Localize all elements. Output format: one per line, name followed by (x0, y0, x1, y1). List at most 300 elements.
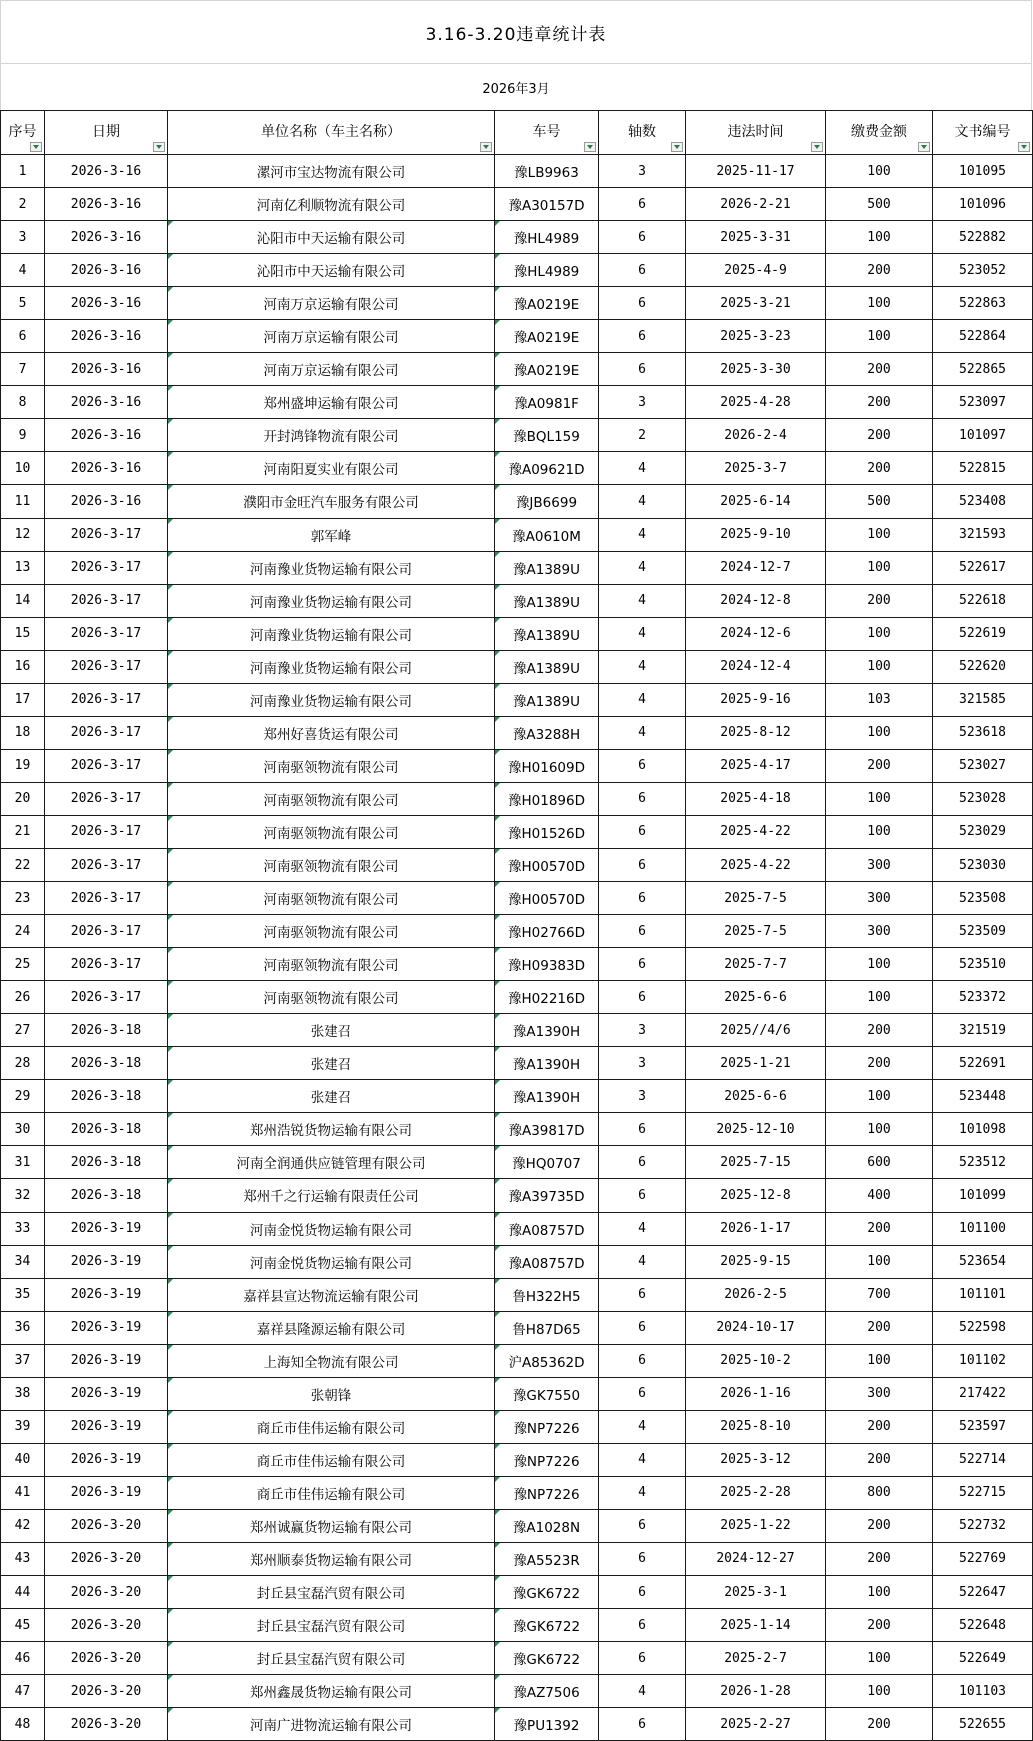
cell-date[interactable]: 2026-3-19 (45, 1443, 168, 1476)
cell-amount[interactable]: 100 (826, 1344, 933, 1377)
cell-company[interactable]: 河南豫业货物运输有限公司 (168, 683, 495, 716)
cell-amount[interactable]: 700 (826, 1278, 933, 1311)
cell-plate[interactable]: 豫A30157D (495, 188, 599, 221)
cell-violation-time[interactable]: 2025-9-16 (686, 683, 826, 716)
cell-axles[interactable]: 6 (599, 1642, 686, 1675)
cell-axles[interactable]: 4 (599, 1245, 686, 1278)
cell-amount[interactable]: 100 (826, 287, 933, 320)
cell-amount[interactable]: 100 (826, 981, 933, 1014)
cell-company[interactable]: 封丘县宝磊汽贸有限公司 (168, 1609, 495, 1642)
cell-violation-time[interactable]: 2025-1-14 (686, 1609, 826, 1642)
cell-doc-no[interactable]: 101101 (933, 1278, 1033, 1311)
cell-amount[interactable]: 200 (826, 1509, 933, 1542)
cell-doc-no[interactable]: 101095 (933, 155, 1033, 188)
cell-company[interactable]: 沁阳市中天运输有限公司 (168, 221, 495, 254)
cell-seq[interactable]: 23 (1, 882, 45, 915)
cell-seq[interactable]: 4 (1, 254, 45, 287)
cell-violation-time[interactable]: 2025-3-21 (686, 287, 826, 320)
cell-plate[interactable]: 豫AZ7506 (495, 1675, 599, 1708)
cell-doc-no[interactable]: 523027 (933, 749, 1033, 782)
cell-date[interactable]: 2026-3-17 (45, 584, 168, 617)
cell-amount[interactable]: 100 (826, 617, 933, 650)
cell-amount[interactable]: 200 (826, 1212, 933, 1245)
cell-axles[interactable]: 4 (599, 617, 686, 650)
cell-company[interactable]: 河南驱领物流有限公司 (168, 915, 495, 948)
filter-dropdown-icon[interactable] (584, 142, 596, 152)
cell-violation-time[interactable]: 2025-12-8 (686, 1179, 826, 1212)
header-seq[interactable]: 序号 (1, 111, 45, 155)
cell-company[interactable]: 河南金悦货物运输有限公司 (168, 1212, 495, 1245)
cell-violation-time[interactable]: 2025-7-5 (686, 915, 826, 948)
cell-plate[interactable]: 豫A0219E (495, 353, 599, 386)
cell-axles[interactable]: 6 (599, 815, 686, 848)
cell-axles[interactable]: 6 (599, 1576, 686, 1609)
cell-seq[interactable]: 41 (1, 1476, 45, 1509)
cell-doc-no[interactable]: 522620 (933, 650, 1033, 683)
cell-seq[interactable]: 29 (1, 1080, 45, 1113)
cell-date[interactable]: 2026-3-17 (45, 683, 168, 716)
cell-axles[interactable]: 4 (599, 485, 686, 518)
cell-amount[interactable]: 200 (826, 254, 933, 287)
cell-plate[interactable]: 豫H00570D (495, 848, 599, 881)
cell-date[interactable]: 2026-3-17 (45, 782, 168, 815)
cell-plate[interactable]: 豫H01526D (495, 815, 599, 848)
cell-violation-time[interactable]: 2025-9-10 (686, 518, 826, 551)
cell-plate[interactable]: 豫PU1392 (495, 1708, 599, 1741)
cell-date[interactable]: 2026-3-17 (45, 882, 168, 915)
cell-seq[interactable]: 1 (1, 155, 45, 188)
cell-violation-time[interactable]: 2025-1-21 (686, 1047, 826, 1080)
cell-doc-no[interactable]: 101096 (933, 188, 1033, 221)
cell-violation-time[interactable]: 2025-6-6 (686, 1080, 826, 1113)
filter-dropdown-icon[interactable] (1018, 142, 1030, 152)
cell-violation-time[interactable]: 2025-7-7 (686, 948, 826, 981)
cell-company[interactable]: 嘉祥县隆源运输有限公司 (168, 1311, 495, 1344)
cell-plate[interactable]: 豫HQ0707 (495, 1146, 599, 1179)
cell-doc-no[interactable]: 101102 (933, 1344, 1033, 1377)
cell-doc-no[interactable]: 522864 (933, 320, 1033, 353)
cell-date[interactable]: 2026-3-17 (45, 815, 168, 848)
cell-seq[interactable]: 22 (1, 848, 45, 881)
cell-date[interactable]: 2026-3-16 (45, 254, 168, 287)
cell-seq[interactable]: 31 (1, 1146, 45, 1179)
cell-plate[interactable]: 豫GK6722 (495, 1576, 599, 1609)
cell-plate[interactable]: 豫A0610M (495, 518, 599, 551)
cell-seq[interactable]: 10 (1, 452, 45, 485)
header-plate[interactable]: 车号 (495, 111, 599, 155)
cell-date[interactable]: 2026-3-16 (45, 452, 168, 485)
cell-company[interactable]: 河南驱领物流有限公司 (168, 948, 495, 981)
cell-plate[interactable]: 豫A1389U (495, 617, 599, 650)
cell-amount[interactable]: 100 (826, 1576, 933, 1609)
cell-seq[interactable]: 25 (1, 948, 45, 981)
cell-date[interactable]: 2026-3-16 (45, 287, 168, 320)
cell-amount[interactable]: 200 (826, 1542, 933, 1575)
cell-doc-no[interactable]: 522863 (933, 287, 1033, 320)
cell-company[interactable]: 郑州浩锐货物运输有限公司 (168, 1113, 495, 1146)
cell-axles[interactable]: 6 (599, 981, 686, 1014)
cell-seq[interactable]: 19 (1, 749, 45, 782)
cell-plate[interactable]: 豫BQL159 (495, 419, 599, 452)
cell-axles[interactable]: 3 (599, 155, 686, 188)
cell-plate[interactable]: 豫A5523R (495, 1542, 599, 1575)
cell-plate[interactable]: 豫GK6722 (495, 1609, 599, 1642)
cell-plate[interactable]: 豫A0981F (495, 386, 599, 419)
filter-dropdown-icon[interactable] (918, 142, 930, 152)
cell-violation-time[interactable]: 2025-12-10 (686, 1113, 826, 1146)
cell-seq[interactable]: 21 (1, 815, 45, 848)
cell-violation-time[interactable]: 2025-3-30 (686, 353, 826, 386)
cell-amount[interactable]: 100 (826, 1675, 933, 1708)
cell-axles[interactable]: 4 (599, 683, 686, 716)
cell-violation-time[interactable]: 2024-12-8 (686, 584, 826, 617)
cell-date[interactable]: 2026-3-20 (45, 1509, 168, 1542)
cell-date[interactable]: 2026-3-17 (45, 915, 168, 948)
cell-seq[interactable]: 48 (1, 1708, 45, 1741)
cell-date[interactable]: 2026-3-20 (45, 1576, 168, 1609)
cell-company[interactable]: 郭军峰 (168, 518, 495, 551)
cell-axles[interactable]: 4 (599, 650, 686, 683)
cell-date[interactable]: 2026-3-20 (45, 1609, 168, 1642)
cell-seq[interactable]: 33 (1, 1212, 45, 1245)
cell-axles[interactable]: 6 (599, 254, 686, 287)
cell-date[interactable]: 2026-3-17 (45, 848, 168, 881)
sheet-subtitle-cell[interactable] (0, 63, 1032, 110)
cell-doc-no[interactable]: 522619 (933, 617, 1033, 650)
cell-plate[interactable]: 豫GK6722 (495, 1642, 599, 1675)
cell-axles[interactable]: 6 (599, 221, 686, 254)
cell-amount[interactable]: 200 (826, 1014, 933, 1047)
cell-seq[interactable]: 47 (1, 1675, 45, 1708)
cell-amount[interactable]: 200 (826, 353, 933, 386)
cell-violation-time[interactable]: 2025-8-12 (686, 716, 826, 749)
cell-plate[interactable]: 豫A0219E (495, 320, 599, 353)
cell-date[interactable]: 2026-3-20 (45, 1542, 168, 1575)
cell-doc-no[interactable]: 523097 (933, 386, 1033, 419)
cell-seq[interactable]: 34 (1, 1245, 45, 1278)
cell-doc-no[interactable]: 101097 (933, 419, 1033, 452)
cell-violation-time[interactable]: 2025-7-15 (686, 1146, 826, 1179)
cell-amount[interactable]: 103 (826, 683, 933, 716)
cell-amount[interactable]: 100 (826, 815, 933, 848)
cell-axles[interactable]: 6 (599, 320, 686, 353)
cell-violation-time[interactable]: 2025-6-14 (686, 485, 826, 518)
cell-date[interactable]: 2026-3-16 (45, 155, 168, 188)
cell-doc-no[interactable]: 523052 (933, 254, 1033, 287)
cell-violation-time[interactable]: 2025-4-22 (686, 815, 826, 848)
cell-plate[interactable]: 豫A39735D (495, 1179, 599, 1212)
cell-amount[interactable]: 100 (826, 716, 933, 749)
cell-company[interactable]: 商丘市佳伟运输有限公司 (168, 1443, 495, 1476)
cell-doc-no[interactable]: 523509 (933, 915, 1033, 948)
cell-seq[interactable]: 24 (1, 915, 45, 948)
cell-doc-no[interactable]: 321593 (933, 518, 1033, 551)
cell-seq[interactable]: 38 (1, 1377, 45, 1410)
cell-doc-no[interactable]: 523654 (933, 1245, 1033, 1278)
cell-date[interactable]: 2026-3-20 (45, 1708, 168, 1741)
cell-seq[interactable]: 37 (1, 1344, 45, 1377)
cell-company[interactable]: 河南豫业货物运输有限公司 (168, 617, 495, 650)
cell-company[interactable]: 河南驱领物流有限公司 (168, 981, 495, 1014)
cell-seq[interactable]: 32 (1, 1179, 45, 1212)
cell-violation-time[interactable]: 2026-1-16 (686, 1377, 826, 1410)
cell-date[interactable]: 2026-3-20 (45, 1675, 168, 1708)
cell-axles[interactable]: 6 (599, 353, 686, 386)
cell-axles[interactable]: 6 (599, 1113, 686, 1146)
cell-plate[interactable]: 豫H01896D (495, 782, 599, 815)
cell-company[interactable]: 河南豫业货物运输有限公司 (168, 551, 495, 584)
cell-violation-time[interactable]: 2024-10-17 (686, 1311, 826, 1344)
cell-amount[interactable]: 200 (826, 452, 933, 485)
cell-seq[interactable]: 43 (1, 1542, 45, 1575)
cell-seq[interactable]: 6 (1, 320, 45, 353)
cell-plate[interactable]: 鲁H322H5 (495, 1278, 599, 1311)
cell-doc-no[interactable]: 522598 (933, 1311, 1033, 1344)
cell-doc-no[interactable]: 101098 (933, 1113, 1033, 1146)
filter-dropdown-icon[interactable] (811, 142, 823, 152)
cell-plate[interactable]: 豫H02216D (495, 981, 599, 1014)
cell-date[interactable]: 2026-3-19 (45, 1344, 168, 1377)
cell-date[interactable]: 2026-3-18 (45, 1080, 168, 1113)
cell-seq[interactable]: 11 (1, 485, 45, 518)
cell-seq[interactable]: 18 (1, 716, 45, 749)
cell-company[interactable]: 河南驱领物流有限公司 (168, 782, 495, 815)
cell-axles[interactable]: 6 (599, 287, 686, 320)
cell-doc-no[interactable]: 522691 (933, 1047, 1033, 1080)
cell-company[interactable]: 上海知全物流有限公司 (168, 1344, 495, 1377)
cell-amount[interactable]: 300 (826, 882, 933, 915)
cell-seq[interactable]: 39 (1, 1410, 45, 1443)
cell-violation-time[interactable]: 2025-2-7 (686, 1642, 826, 1675)
cell-violation-time[interactable]: 2025-7-5 (686, 882, 826, 915)
cell-violation-time[interactable]: 2024-12-6 (686, 617, 826, 650)
cell-amount[interactable]: 300 (826, 848, 933, 881)
cell-plate[interactable]: 豫A08757D (495, 1212, 599, 1245)
cell-axles[interactable]: 6 (599, 188, 686, 221)
cell-doc-no[interactable]: 321519 (933, 1014, 1033, 1047)
cell-axles[interactable]: 4 (599, 452, 686, 485)
cell-date[interactable]: 2026-3-19 (45, 1245, 168, 1278)
header-axles[interactable]: 轴数 (599, 111, 686, 155)
cell-date[interactable]: 2026-3-19 (45, 1278, 168, 1311)
cell-amount[interactable]: 100 (826, 320, 933, 353)
cell-plate[interactable]: 豫A39817D (495, 1113, 599, 1146)
cell-date[interactable]: 2026-3-17 (45, 551, 168, 584)
cell-plate[interactable]: 豫H02766D (495, 915, 599, 948)
cell-amount[interactable]: 600 (826, 1146, 933, 1179)
cell-plate[interactable]: 豫A1390H (495, 1047, 599, 1080)
cell-company[interactable]: 河南驱领物流有限公司 (168, 815, 495, 848)
cell-date[interactable]: 2026-3-16 (45, 320, 168, 353)
cell-company[interactable]: 张朝锋 (168, 1377, 495, 1410)
cell-date[interactable]: 2026-3-17 (45, 518, 168, 551)
cell-amount[interactable]: 100 (826, 1113, 933, 1146)
cell-doc-no[interactable]: 522714 (933, 1443, 1033, 1476)
cell-amount[interactable]: 800 (826, 1476, 933, 1509)
cell-amount[interactable]: 100 (826, 650, 933, 683)
cell-axles[interactable]: 4 (599, 1410, 686, 1443)
cell-date[interactable]: 2026-3-19 (45, 1212, 168, 1245)
cell-date[interactable]: 2026-3-18 (45, 1014, 168, 1047)
cell-axles[interactable]: 3 (599, 1014, 686, 1047)
cell-seq[interactable]: 3 (1, 221, 45, 254)
cell-axles[interactable]: 4 (599, 716, 686, 749)
header-doc-no[interactable]: 文书编号 (933, 111, 1033, 155)
cell-seq[interactable]: 20 (1, 782, 45, 815)
header-violation-time[interactable]: 违法时间 (686, 111, 826, 155)
cell-doc-no[interactable]: 101103 (933, 1675, 1033, 1708)
cell-date[interactable]: 2026-3-16 (45, 386, 168, 419)
cell-seq[interactable]: 7 (1, 353, 45, 386)
cell-date[interactable]: 2026-3-20 (45, 1642, 168, 1675)
header-company[interactable]: 单位名称（车主名称） (168, 111, 495, 155)
cell-plate[interactable]: 豫A1389U (495, 650, 599, 683)
cell-doc-no[interactable]: 522732 (933, 1509, 1033, 1542)
cell-doc-no[interactable]: 523029 (933, 815, 1033, 848)
cell-company[interactable]: 郑州千之行运输有限责任公司 (168, 1179, 495, 1212)
cell-amount[interactable]: 100 (826, 782, 933, 815)
cell-violation-time[interactable]: 2025-3-12 (686, 1443, 826, 1476)
cell-amount[interactable]: 300 (826, 1377, 933, 1410)
cell-date[interactable]: 2026-3-17 (45, 617, 168, 650)
cell-axles[interactable]: 6 (599, 1179, 686, 1212)
cell-date[interactable]: 2026-3-17 (45, 650, 168, 683)
cell-doc-no[interactable]: 522647 (933, 1576, 1033, 1609)
cell-company[interactable]: 河南阳夏实业有限公司 (168, 452, 495, 485)
cell-date[interactable]: 2026-3-18 (45, 1179, 168, 1212)
cell-doc-no[interactable]: 522769 (933, 1542, 1033, 1575)
cell-doc-no[interactable]: 217422 (933, 1377, 1033, 1410)
cell-violation-time[interactable]: 2026-2-21 (686, 188, 826, 221)
cell-amount[interactable]: 200 (826, 1708, 933, 1741)
cell-axles[interactable]: 3 (599, 1047, 686, 1080)
cell-violation-time[interactable]: 2025-3-1 (686, 1576, 826, 1609)
cell-company[interactable]: 嘉祥县宣达物流运输有限公司 (168, 1278, 495, 1311)
cell-company[interactable]: 河南金悦货物运输有限公司 (168, 1245, 495, 1278)
cell-company[interactable]: 河南万京运输有限公司 (168, 287, 495, 320)
cell-axles[interactable]: 4 (599, 1212, 686, 1245)
cell-plate[interactable]: 豫A3288H (495, 716, 599, 749)
cell-seq[interactable]: 35 (1, 1278, 45, 1311)
cell-seq[interactable]: 46 (1, 1642, 45, 1675)
cell-plate[interactable]: 豫NP7226 (495, 1410, 599, 1443)
cell-violation-time[interactable]: 2024-12-27 (686, 1542, 826, 1575)
cell-date[interactable]: 2026-3-19 (45, 1377, 168, 1410)
cell-axles[interactable]: 6 (599, 1542, 686, 1575)
cell-doc-no[interactable]: 523618 (933, 716, 1033, 749)
cell-company[interactable]: 濮阳市金旺汽车服务有限公司 (168, 485, 495, 518)
cell-seq[interactable]: 15 (1, 617, 45, 650)
cell-axles[interactable]: 3 (599, 386, 686, 419)
cell-company[interactable]: 郑州盛坤运输有限公司 (168, 386, 495, 419)
cell-company[interactable]: 郑州鑫晟货物运输有限公司 (168, 1675, 495, 1708)
cell-doc-no[interactable]: 522715 (933, 1476, 1033, 1509)
cell-violation-time[interactable]: 2024-12-4 (686, 650, 826, 683)
cell-company[interactable]: 河南万京运输有限公司 (168, 320, 495, 353)
cell-amount[interactable]: 200 (826, 1609, 933, 1642)
cell-plate[interactable]: 豫JB6699 (495, 485, 599, 518)
cell-axles[interactable]: 6 (599, 1278, 686, 1311)
cell-company[interactable]: 张建召 (168, 1014, 495, 1047)
cell-doc-no[interactable]: 522649 (933, 1642, 1033, 1675)
cell-seq[interactable]: 40 (1, 1443, 45, 1476)
cell-date[interactable]: 2026-3-17 (45, 749, 168, 782)
cell-axles[interactable]: 6 (599, 1708, 686, 1741)
cell-amount[interactable]: 100 (826, 551, 933, 584)
cell-doc-no[interactable]: 523030 (933, 848, 1033, 881)
cell-amount[interactable]: 100 (826, 518, 933, 551)
cell-seq[interactable]: 2 (1, 188, 45, 221)
cell-axles[interactable]: 6 (599, 882, 686, 915)
cell-axles[interactable]: 4 (599, 551, 686, 584)
cell-seq[interactable]: 45 (1, 1609, 45, 1642)
cell-doc-no[interactable]: 522648 (933, 1609, 1033, 1642)
cell-plate[interactable]: 豫HL4989 (495, 221, 599, 254)
cell-plate[interactable]: 豫A09621D (495, 452, 599, 485)
cell-date[interactable]: 2026-3-18 (45, 1113, 168, 1146)
cell-company[interactable]: 封丘县宝磊汽贸有限公司 (168, 1642, 495, 1675)
cell-company[interactable]: 漯河市宝达物流有限公司 (168, 155, 495, 188)
cell-violation-time[interactable]: 2025-4-28 (686, 386, 826, 419)
cell-plate[interactable]: 豫NP7226 (495, 1443, 599, 1476)
cell-violation-time[interactable]: 2026-2-5 (686, 1278, 826, 1311)
cell-company[interactable]: 河南亿利顺物流有限公司 (168, 188, 495, 221)
cell-violation-time[interactable]: 2025-4-17 (686, 749, 826, 782)
cell-violation-time[interactable]: 2025-9-15 (686, 1245, 826, 1278)
cell-date[interactable]: 2026-3-17 (45, 981, 168, 1014)
cell-doc-no[interactable]: 523510 (933, 948, 1033, 981)
cell-company[interactable]: 沁阳市中天运输有限公司 (168, 254, 495, 287)
cell-amount[interactable]: 500 (826, 188, 933, 221)
cell-plate[interactable]: 豫NP7226 (495, 1476, 599, 1509)
cell-axles[interactable]: 2 (599, 419, 686, 452)
cell-violation-time[interactable]: 2025-4-9 (686, 254, 826, 287)
cell-amount[interactable]: 400 (826, 1179, 933, 1212)
cell-axles[interactable]: 4 (599, 1675, 686, 1708)
cell-doc-no[interactable]: 523448 (933, 1080, 1033, 1113)
cell-company[interactable]: 郑州诚赢货物运输有限公司 (168, 1509, 495, 1542)
cell-date[interactable]: 2026-3-19 (45, 1311, 168, 1344)
cell-doc-no[interactable]: 522815 (933, 452, 1033, 485)
cell-amount[interactable]: 100 (826, 155, 933, 188)
cell-date[interactable]: 2026-3-16 (45, 353, 168, 386)
cell-violation-time[interactable]: 2025-2-27 (686, 1708, 826, 1741)
cell-amount[interactable]: 200 (826, 1047, 933, 1080)
filter-dropdown-icon[interactable] (153, 142, 165, 152)
filter-dropdown-icon[interactable] (30, 142, 42, 152)
cell-amount[interactable]: 200 (826, 584, 933, 617)
cell-plate[interactable]: 豫A1028N (495, 1509, 599, 1542)
cell-seq[interactable]: 13 (1, 551, 45, 584)
cell-date[interactable]: 2026-3-18 (45, 1146, 168, 1179)
cell-axles[interactable]: 6 (599, 1509, 686, 1542)
cell-seq[interactable]: 16 (1, 650, 45, 683)
cell-seq[interactable]: 14 (1, 584, 45, 617)
cell-plate[interactable]: 豫H01609D (495, 749, 599, 782)
cell-seq[interactable]: 9 (1, 419, 45, 452)
cell-axles[interactable]: 6 (599, 749, 686, 782)
cell-doc-no[interactable]: 321585 (933, 683, 1033, 716)
cell-axles[interactable]: 4 (599, 584, 686, 617)
cell-violation-time[interactable]: 2025-2-28 (686, 1476, 826, 1509)
cell-axles[interactable]: 6 (599, 848, 686, 881)
cell-violation-time[interactable]: 2025-8-10 (686, 1410, 826, 1443)
cell-violation-time[interactable]: 2025-3-23 (686, 320, 826, 353)
cell-amount[interactable]: 100 (826, 948, 933, 981)
cell-company[interactable]: 河南豫业货物运输有限公司 (168, 584, 495, 617)
cell-company[interactable]: 河南驱领物流有限公司 (168, 749, 495, 782)
cell-axles[interactable]: 6 (599, 1377, 686, 1410)
